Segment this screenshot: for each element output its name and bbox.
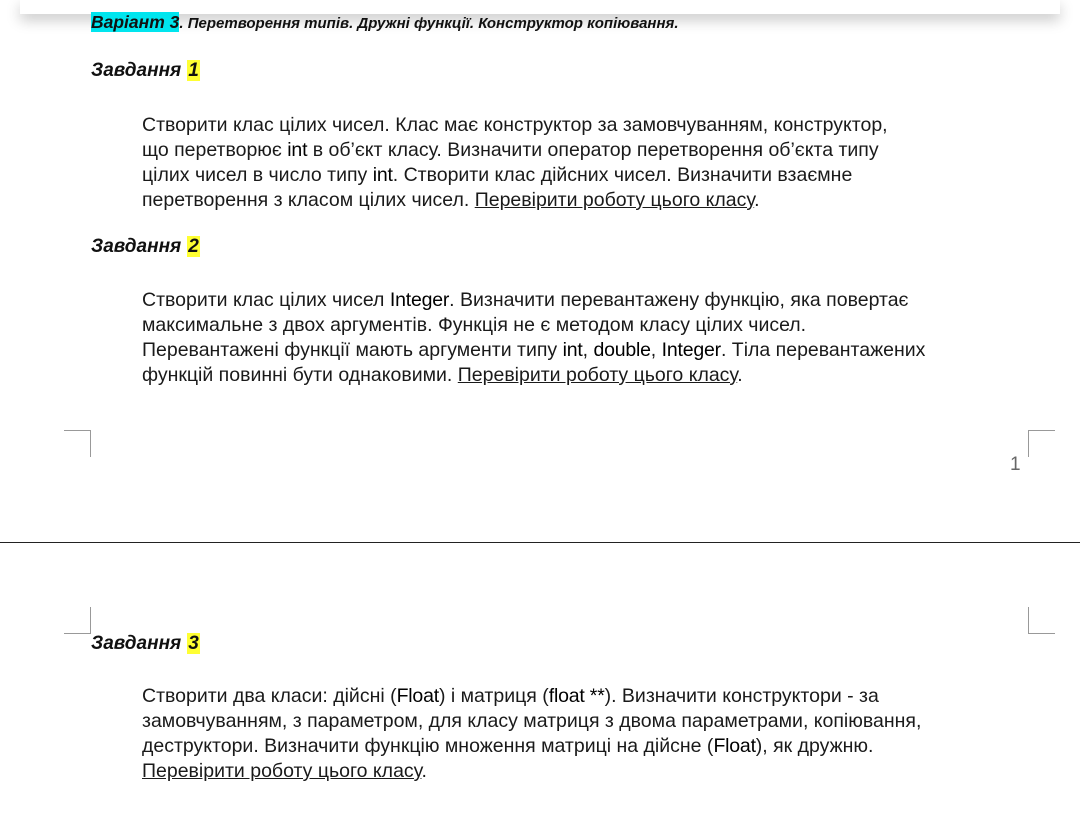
check-class-link[interactable]: Перевірити роботу цього класу [457,364,738,386]
page-corner-mark [1028,607,1055,634]
text-line: функцій повинні бути однаковими. Перевірити роботу цього класу. [142,364,743,386]
page-separator [0,542,1080,543]
task-number: 1 [188,60,199,81]
text-line: цілих чисел в число типу int. Створити клас дійсних чисел. Визначити взаємне [142,164,853,186]
code-keyword: double [593,339,651,361]
task-3-text [142,684,1042,784]
text-line: деструктори. Визначити функцію множення матриці на дійсне (Float), як дружню. [142,735,874,757]
code-keyword: int [372,164,393,186]
page-corner-mark [64,607,91,634]
code-keyword: int [562,339,583,361]
code-keyword: float ** [548,685,605,707]
text-line: Створити два класи: дійсні (Float) і матриця (float **). Визначити конструктори - за [142,685,879,707]
variant-label: Варіант 3 [91,12,180,32]
task-label: Завдання [91,60,182,81]
text-line: Перевірити роботу цього класу. [142,760,427,782]
task-label: Завдання [91,236,182,257]
check-class-link[interactable]: Перевірити роботу цього класу [474,189,755,211]
check-class-link[interactable]: Перевірити роботу цього класу [142,760,422,782]
task-label: Завдання [91,633,182,654]
document-heading [91,12,679,33]
task-1-title [91,60,200,82]
text-line: Створити клас цілих чисел Integer. Визначити перевантажену функцію, яка повертає [142,289,909,311]
task-number: 2 [188,236,199,257]
page-corner-mark [64,430,91,457]
task-1-text [142,113,1042,213]
task-2-text [142,288,1042,388]
code-keyword: int [287,139,308,161]
task-2-title [91,236,200,258]
text-line: максимальне з двох аргументів. Функція не є методом класу цілих чисел. [142,314,807,336]
code-keyword: Float [396,685,439,707]
task-3-title [91,633,200,655]
code-keyword: Integer [389,289,450,311]
text-line: Створити клас цілих чисел. Клас має конструктор за замовчуванням, конструктор, [142,114,888,136]
task-number: 3 [188,633,199,654]
heading-topic: . Перетворення типів. Дружні функції. Конструктор копіювання. [179,15,679,32]
code-keyword: Float [713,735,756,757]
code-keyword: Integer [661,339,721,361]
text-line: Перевантажені функції мають аргументи типу int, double, Integer. Тіла перевантажених [142,339,926,361]
text-line: що перетворює int в об’єкт класу. Визначити оператор перетворення об’єкта типу [142,139,879,161]
text-line: перетворення з класом цілих чисел. Перевірити роботу цього класу. [142,189,760,211]
page-corner-mark [1028,430,1055,457]
text-line: замовчуванням, з параметром, для класу матриця з двома параметрами, копіювання, [142,710,922,732]
page-number: 1 [1010,454,1021,475]
